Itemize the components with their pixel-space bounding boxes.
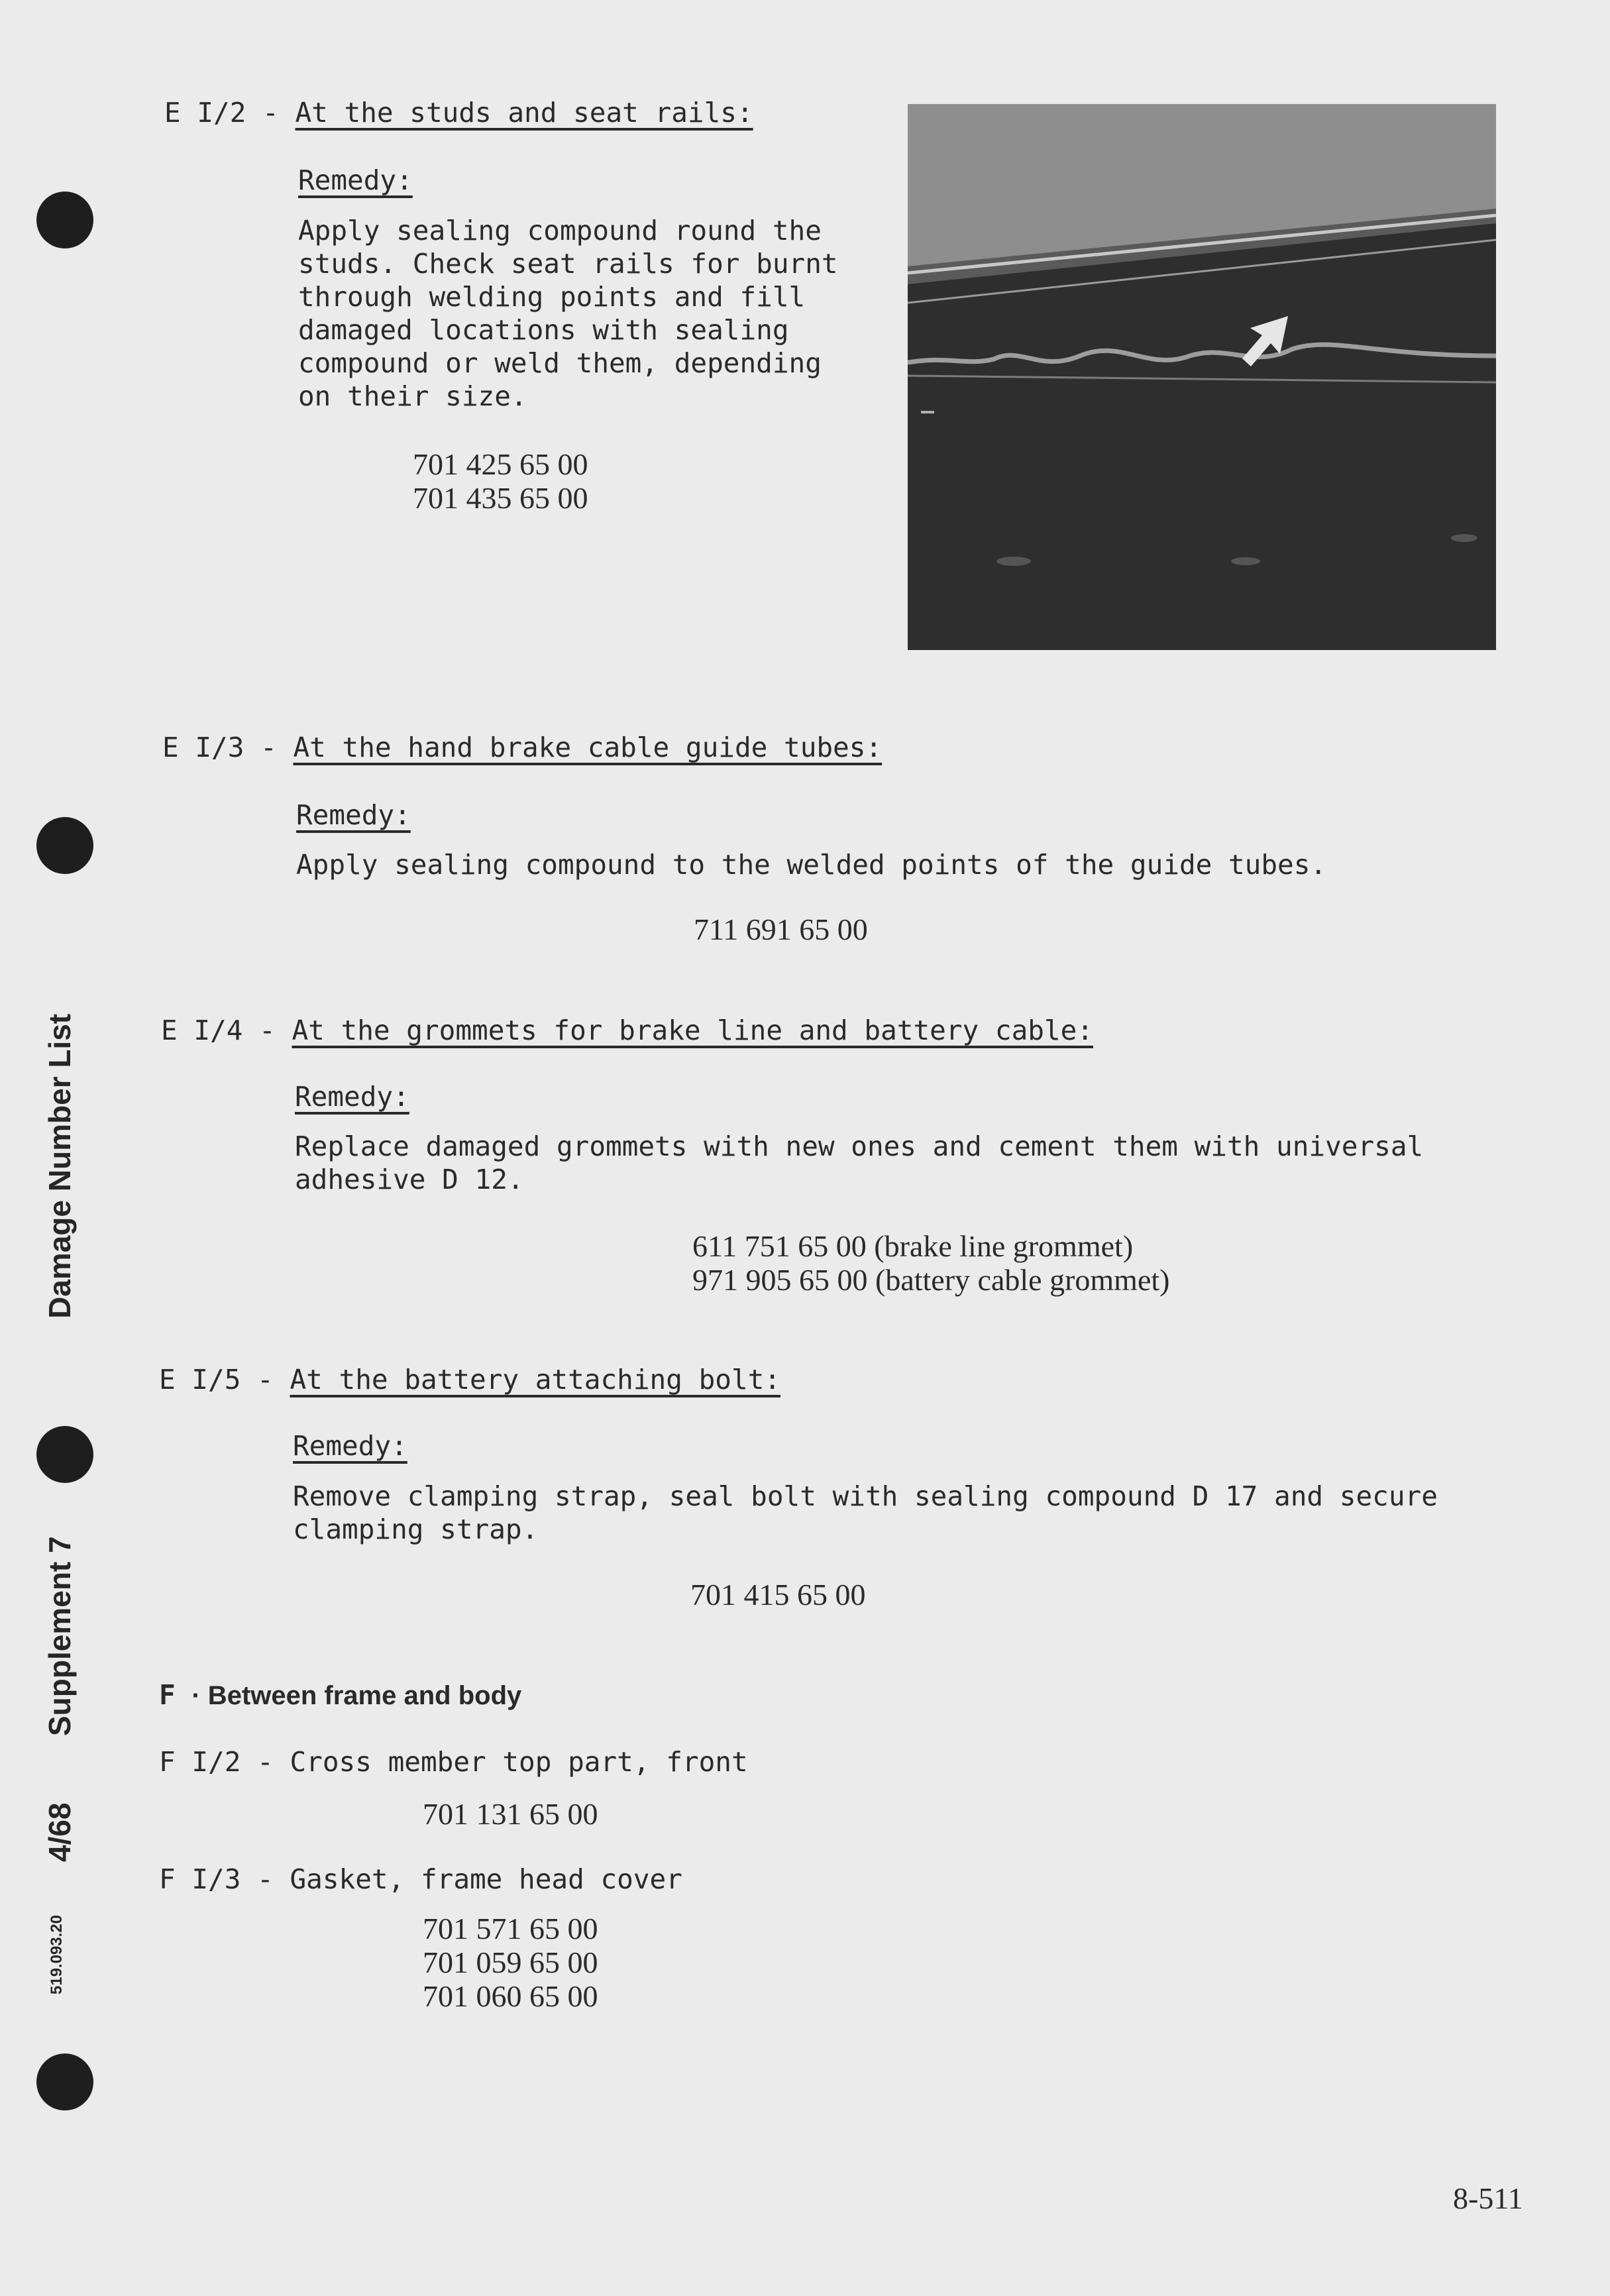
remedy-line: Apply sealing compound round the bbox=[298, 215, 822, 246]
entry-title: At the battery attaching bolt: bbox=[290, 1364, 781, 1395]
part-number: 701 060 65 00 bbox=[423, 1979, 598, 2013]
entry-code: E I/2 bbox=[164, 97, 246, 129]
remedy-line: Replace damaged grommets with new ones and cement them with universal bbox=[295, 1130, 1424, 1162]
remedy-line: adhesive D 12. bbox=[295, 1164, 524, 1195]
remedy-line: through welding points and fill bbox=[298, 281, 806, 313]
remedy-line: studs. Check seat rails for burnt bbox=[298, 248, 838, 280]
punch-hole bbox=[36, 1426, 93, 1483]
section-heading bbox=[159, 1678, 521, 1712]
remedy-line: Remove clamping strap, seal bolt with sealing compound D 17 and secure bbox=[293, 1480, 1438, 1512]
section-item: F I/2 - Cross member top part, front bbox=[159, 1746, 748, 1778]
remedy-label: Remedy: bbox=[293, 1430, 407, 1462]
section-title: · Between frame and body bbox=[191, 1681, 522, 1710]
punch-hole bbox=[36, 817, 93, 874]
entry-code: E I/5 bbox=[159, 1364, 241, 1395]
punch-hole bbox=[36, 2053, 93, 2110]
remedy-line: on their size. bbox=[298, 380, 527, 412]
punch-hole bbox=[36, 191, 93, 248]
part-number: 701 425 65 00 bbox=[413, 447, 588, 481]
margin-ref: 519.093.20 bbox=[48, 1914, 66, 1995]
margin-date: 4/68 bbox=[42, 1802, 77, 1862]
part-number: 611 751 65 00 (brake line grommet) bbox=[692, 1229, 1134, 1263]
part-number: 701 435 65 00 bbox=[413, 481, 588, 515]
entry-heading: E I/3 - At the hand brake cable guide tubes: bbox=[162, 732, 883, 763]
remedy-line: Apply sealing compound to the welded points of the guide tubes. bbox=[296, 849, 1327, 881]
section-letter: F bbox=[159, 1679, 176, 1711]
entry-code: E I/3 bbox=[162, 732, 244, 763]
section-item: F I/3 - Gasket, frame head cover bbox=[159, 1863, 682, 1895]
entry-heading: E I/4 - At the grommets for brake line and battery cable: bbox=[161, 1014, 1094, 1046]
entry-title: At the hand brake cable guide tubes: bbox=[293, 732, 883, 763]
page-number: 8-511 bbox=[1453, 2181, 1523, 2215]
part-number: 701 131 65 00 bbox=[423, 1797, 598, 1831]
seat-rail-photo bbox=[908, 104, 1496, 650]
part-number: 701 571 65 00 bbox=[423, 1912, 598, 1945]
part-number: 711 691 65 00 bbox=[694, 912, 868, 946]
remedy-line: compound or weld them, depending bbox=[298, 347, 822, 379]
remedy-label: Remedy: bbox=[298, 164, 413, 196]
entry-heading: E I/2 - At the studs and seat rails: bbox=[164, 97, 753, 129]
remedy-label: Remedy: bbox=[296, 799, 411, 831]
part-number: 701 059 65 00 bbox=[423, 1945, 598, 1979]
entry-code: E I/4 bbox=[161, 1014, 243, 1046]
margin-title: Damage Number List bbox=[42, 1013, 77, 1319]
entry-title: At the grommets for brake line and battery cable: bbox=[292, 1014, 1094, 1046]
part-number: 701 415 65 00 bbox=[690, 1578, 866, 1612]
margin-supplement: Supplement 7 bbox=[42, 1536, 77, 1736]
remedy-line: damaged locations with sealing bbox=[298, 314, 789, 346]
part-number: 971 905 65 00 (battery cable grommet) bbox=[692, 1263, 1170, 1297]
remedy-line: clamping strap. bbox=[293, 1513, 539, 1545]
remedy-label: Remedy: bbox=[295, 1081, 409, 1113]
entry-title: At the studs and seat rails: bbox=[295, 97, 753, 129]
entry-heading: E I/5 - At the battery attaching bolt: bbox=[159, 1364, 781, 1395]
